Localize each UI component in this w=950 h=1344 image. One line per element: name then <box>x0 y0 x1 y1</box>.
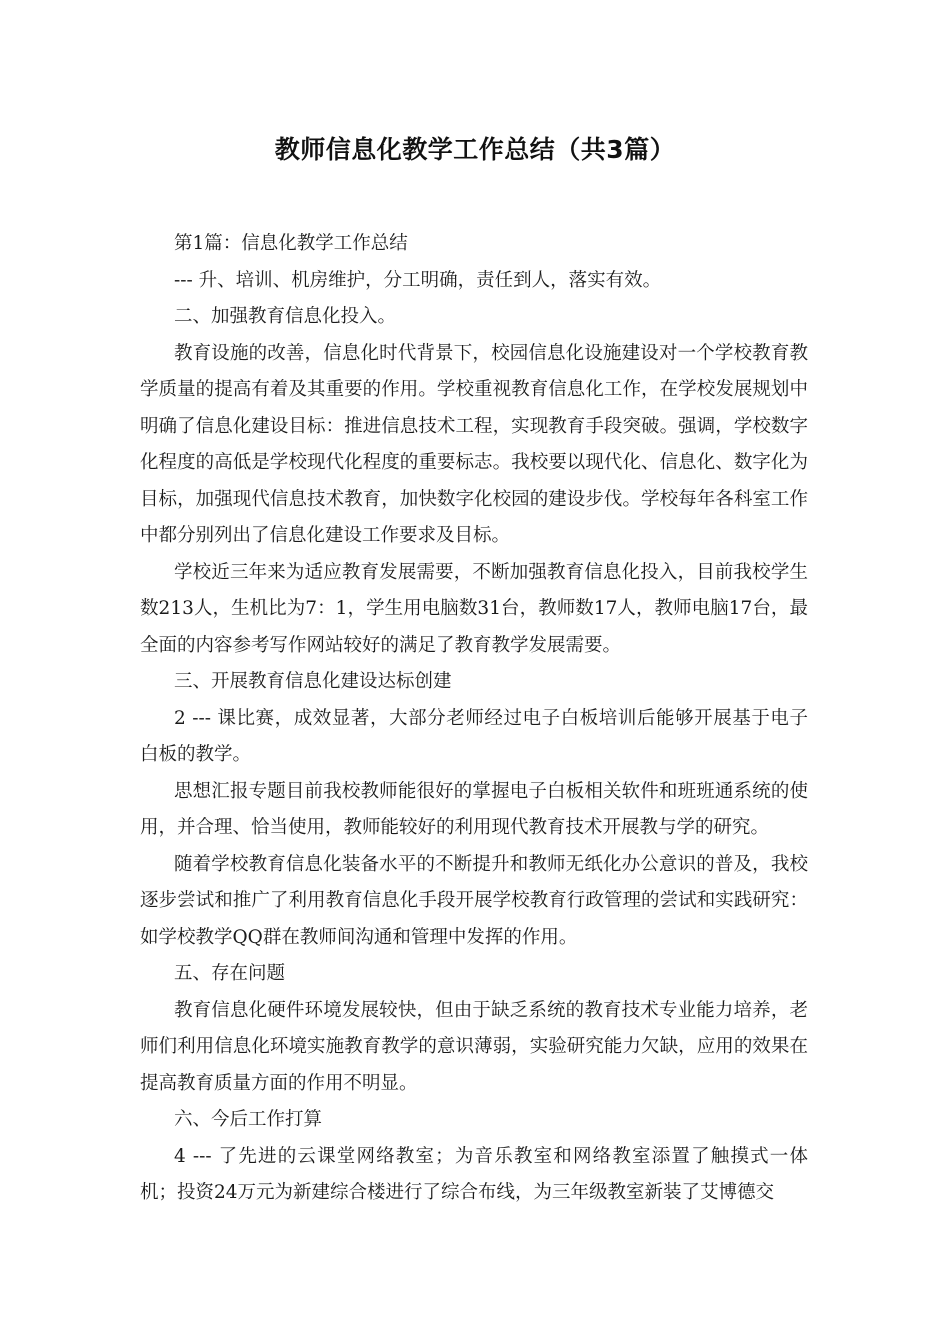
document-title: 教师信息化教学工作总结（共3篇） <box>274 135 676 164</box>
paragraph: 教育设施的改善，信息化时代背景下，校园信息化设施建设对一个学校教育教学质量的提高有着及其重要的作用。学校重视教育信息化工作，在学校发展规划中明确了信息化建设目标：推进信息技术工程，实现教育手段突破。强调，学校数字化程度的高低是学校现代化程度的重要标志。我校要以现代化、信息化、数字化为目标，加强现代信息技术教育，加快数字化校园的建设步伐。学校每年各科室工作中都分别列出了信息化建设工作要求及目标。 <box>140 342 808 546</box>
paragraph-heading: 三、开展教育信息化建设达标创建 <box>174 671 452 692</box>
paragraph: 2 --- 课比赛，成效显著，大部分老师经过电子白板培训后能够开展基于电子白板的教学。 <box>140 707 808 765</box>
paragraph: 思想汇报专题目前我校教师能很好的掌握电子白板相关软件和班班通系统的使用，并合理、恰当使用，教师能较好的利用现代教育技术开展教与学的研究。 <box>140 780 808 838</box>
paragraph: 4 --- 了先进的云课堂网络教室；为音乐教室和网络教室添置了触摸式一体机；投资24万元为新建综合楼进行了综合布线，为三年级教室新装了艾博德交 <box>140 1145 808 1203</box>
document-body <box>140 226 808 1212</box>
paragraph-heading: 六、今后工作打算 <box>174 1109 323 1130</box>
paragraph: --- 升、培训、机房维护，分工明确，责任到人，落实有效。 <box>174 269 662 291</box>
paragraph: 教育信息化硬件环境发展较快，但由于缺乏系统的教育技术专业能力培养，老师们利用信息化环境实施教育教学的意识薄弱，实验研究能力欠缺，应用的效果在提高教育质量方面的作用不明显。 <box>140 999 808 1094</box>
paragraph: 随着学校教育信息化装备水平的不断提升和教师无纸化办公意识的普及，我校逐步尝试和推广了利用教育信息化手段开展学校教育行政管理的尝试和实践研究：如学校教学QQ群在教师间沟通和管理中发挥的作用。 <box>140 853 808 948</box>
paragraph-heading: 五、存在问题 <box>174 963 286 984</box>
paragraph-heading: 二、加强教育信息化投入。 <box>174 306 397 327</box>
paragraph-section-heading: 第1篇：信息化教学工作总结 <box>174 233 408 254</box>
paragraph: 学校近三年来为适应教育发展需要，不断加强教育信息化投入，目前我校学生数213人，生机比为7：1，学生用电脑数31台，教师数17人，教师电脑17台，最全面的内容参考写作网站较好的满足了教育教学发展需要。 <box>140 561 808 656</box>
